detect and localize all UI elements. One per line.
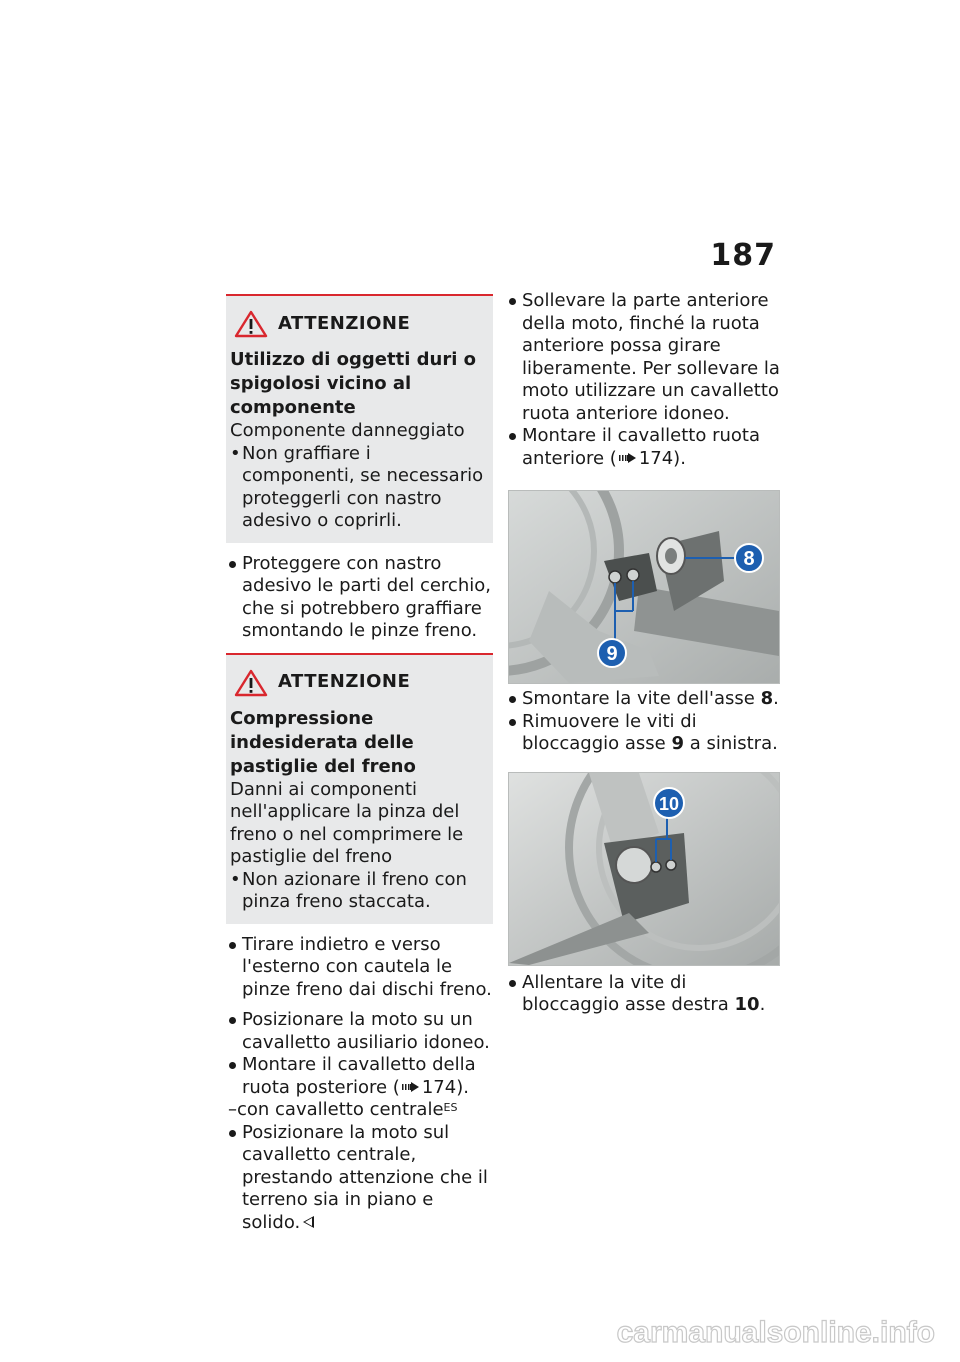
- warning-header: [230, 669, 487, 697]
- left-column: [228, 294, 493, 1234]
- condition-text: –con cavalletto centrale: [228, 1099, 444, 1120]
- figure-axle-left: [508, 490, 780, 684]
- warning-text: Danni ai componenti nell'applicare la pinza del freno o nel comprimere le pastiglie del freno: [230, 778, 464, 867]
- step-rear-stand-close: ).: [456, 1076, 469, 1098]
- step-unscrew-end: .: [773, 688, 779, 709]
- page-number: 187: [710, 238, 776, 273]
- warning-subtitle: Compressione indesiderata delle pastiglie del freno: [230, 707, 416, 777]
- step-unscrew-axle: [508, 688, 783, 711]
- step-lift-front: Sollevare la parte anteriore della moto, finché la ruota anteriore possa girare liberamente. Per sollevare la moto utilizzare un cavalletto ruota anteriore idoneo.: [508, 290, 783, 425]
- step-loosen-end: .: [759, 994, 766, 1015]
- warning-subtitle: Utilizzo di oggetti duri o spigolosi vicino al componente: [230, 349, 477, 418]
- warning-box-1: [226, 294, 493, 543]
- watermark: [0, 1304, 960, 1354]
- step-rear-stand-ref[interactable]: 174: [421, 1076, 457, 1098]
- axle-left-illustration: [509, 491, 779, 683]
- page-reference-arrow-icon: [402, 1081, 420, 1093]
- step-front-stand: [508, 425, 783, 470]
- warning-text: Componente danneggiato: [230, 420, 465, 441]
- step-remove-end: a sinistra.: [683, 733, 778, 754]
- axle-right-illustration: [509, 773, 779, 965]
- callout-10-label: 10: [658, 793, 680, 814]
- step-unscrew-ref: 8: [760, 688, 774, 709]
- step-pull-calipers: Tirare indietro e verso l'esterno con cautela le pinze freno dai dischi freno.: [228, 934, 493, 1002]
- step-rear-stand-text: Montare il cavalletto della ruota posteriore (: [242, 1054, 476, 1098]
- step-center-stand-text: Posizionare la moto sul cavalletto centrale, prestando attenzione che il terreno sia in piano e solido.: [242, 1121, 488, 1233]
- warning-title: ATTENZIONE: [278, 312, 411, 334]
- step-protect: Proteggere con nastro adesivo le parti del cerchio, che si potrebbero graffiare smontando le pinze freno.: [228, 553, 493, 643]
- warning-header: [230, 310, 487, 338]
- step-loosen-screw: [508, 972, 783, 1017]
- step-center-stand: [228, 1122, 493, 1235]
- step-front-stand-close: ).: [673, 447, 686, 469]
- warning-bullet: • Non graffiare i componenti, se necessario proteggerli con nastro adesivo o coprirli.: [230, 443, 487, 533]
- step-remove-screws: [508, 711, 783, 756]
- page-reference-arrow-icon: [619, 452, 637, 464]
- step-unscrew-text: Smontare la vite dell'asse: [522, 688, 761, 709]
- right-column: [508, 290, 783, 1017]
- equipment-badge: ES: [443, 1101, 458, 1114]
- warning-triangle-icon: [234, 310, 268, 338]
- step-position-stand: Posizionare la moto su un cavalletto ausiliario idoneo.: [228, 1009, 493, 1054]
- callout-9-label: 9: [606, 643, 618, 665]
- callout-8-label: 8: [743, 548, 755, 570]
- condition-center-stand: [228, 1099, 493, 1122]
- warning-bullet: • Non azionare il freno con pinza freno staccata.: [230, 869, 487, 914]
- watermark-text: carmanualsonline.info: [616, 1316, 935, 1349]
- step-rear-stand: [228, 1054, 493, 1099]
- step-remove-ref: 9: [671, 733, 684, 754]
- warning-box-2: [226, 653, 493, 924]
- step-front-stand-ref[interactable]: 174: [638, 447, 674, 469]
- step-loosen-ref: 10: [734, 994, 760, 1015]
- warning-title: ATTENZIONE: [278, 671, 411, 693]
- end-of-section-icon: [303, 1216, 314, 1228]
- warning-triangle-icon: [234, 669, 268, 697]
- step-front-stand-text: Montare il cavalletto ruota anteriore (: [522, 425, 761, 469]
- step-loosen-text: Allentare la vite di bloccaggio asse destra: [522, 971, 735, 1015]
- step-remove-text: Rimuovere le viti di bloccaggio asse: [522, 710, 697, 754]
- figure-axle-right: [508, 772, 780, 966]
